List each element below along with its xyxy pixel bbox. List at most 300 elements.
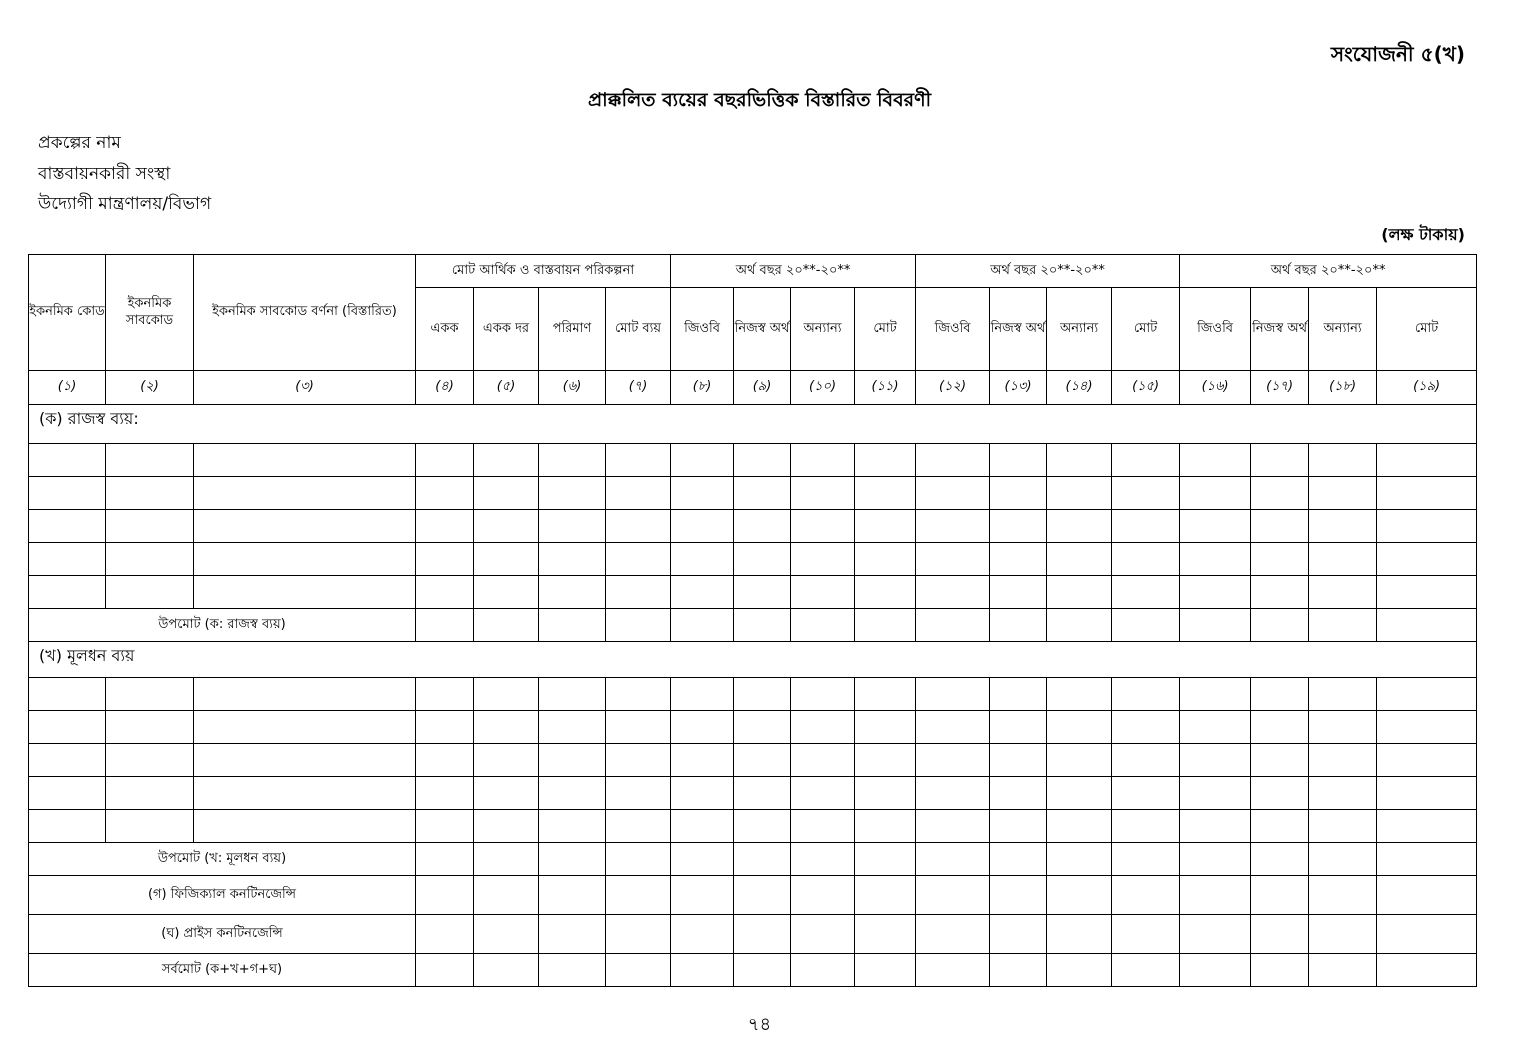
table-cell[interactable] — [1377, 915, 1477, 954]
table-cell[interactable] — [1112, 876, 1180, 915]
table-cell[interactable] — [855, 954, 916, 987]
table-cell[interactable] — [1047, 810, 1112, 843]
table-cell[interactable] — [194, 777, 416, 810]
table-cell[interactable] — [990, 954, 1047, 987]
table-cell[interactable] — [416, 954, 474, 987]
table-cell[interactable] — [474, 843, 539, 876]
table-cell[interactable] — [734, 543, 791, 576]
table-cell[interactable] — [606, 954, 671, 987]
table-cell[interactable] — [606, 576, 671, 609]
table-cell[interactable] — [1047, 678, 1112, 711]
table-cell[interactable] — [734, 444, 791, 477]
header-plan-sub: পরিমাণ — [539, 288, 606, 371]
table-cell[interactable] — [1047, 711, 1112, 744]
table-cell[interactable] — [29, 477, 106, 510]
table-cell[interactable] — [990, 678, 1047, 711]
table-cell[interactable] — [1047, 510, 1112, 543]
table-cell[interactable] — [734, 744, 791, 777]
table-cell[interactable] — [29, 510, 106, 543]
table-cell[interactable] — [1377, 711, 1477, 744]
table-cell[interactable] — [539, 543, 606, 576]
table-cell[interactable] — [1377, 444, 1477, 477]
table-cell[interactable] — [916, 609, 990, 642]
column-number: (৭) — [606, 371, 671, 405]
table-cell[interactable] — [1251, 777, 1309, 810]
table-cell[interactable] — [1309, 954, 1377, 987]
table-cell[interactable] — [1377, 876, 1477, 915]
table-cell[interactable] — [1047, 876, 1112, 915]
table-cell[interactable] — [990, 543, 1047, 576]
table-cell[interactable] — [474, 510, 539, 543]
table-cell[interactable] — [791, 777, 855, 810]
table-cell[interactable] — [916, 915, 990, 954]
table-cell[interactable] — [1309, 843, 1377, 876]
table-cell[interactable] — [606, 915, 671, 954]
table-cell[interactable] — [1377, 576, 1477, 609]
table-cell[interactable] — [539, 576, 606, 609]
table-cell[interactable] — [416, 777, 474, 810]
table-cell[interactable] — [106, 777, 194, 810]
table-cell[interactable] — [194, 444, 416, 477]
table-cell[interactable] — [106, 543, 194, 576]
table-cell[interactable] — [474, 810, 539, 843]
table-cell[interactable] — [606, 711, 671, 744]
header-year-sub: মোট — [1377, 288, 1477, 371]
table-cell[interactable] — [734, 810, 791, 843]
table-cell[interactable] — [855, 477, 916, 510]
table-cell[interactable] — [1112, 711, 1180, 744]
summary-row — [29, 954, 1477, 987]
summary-label: সর্বমোট (ক+খ+গ+ঘ) — [29, 954, 416, 987]
table-cell[interactable] — [416, 876, 474, 915]
table-cell[interactable] — [1180, 954, 1251, 987]
table-cell[interactable] — [1377, 477, 1477, 510]
table-cell[interactable] — [855, 777, 916, 810]
table-cell[interactable] — [671, 543, 734, 576]
table-cell[interactable] — [106, 510, 194, 543]
table-cell[interactable] — [474, 576, 539, 609]
table-cell[interactable] — [791, 678, 855, 711]
table-cell[interactable] — [791, 744, 855, 777]
table-row — [29, 510, 1477, 543]
table-cell[interactable] — [791, 915, 855, 954]
table-cell[interactable] — [1309, 810, 1377, 843]
table-cell[interactable] — [1180, 510, 1251, 543]
table-cell[interactable] — [29, 678, 106, 711]
table-cell[interactable] — [1047, 543, 1112, 576]
table-cell[interactable] — [671, 609, 734, 642]
table-cell[interactable] — [1047, 576, 1112, 609]
table-cell[interactable] — [1377, 744, 1477, 777]
table-cell[interactable] — [606, 678, 671, 711]
table-cell[interactable] — [990, 510, 1047, 543]
table-cell[interactable] — [1377, 843, 1477, 876]
table-cell[interactable] — [916, 543, 990, 576]
table-cell[interactable] — [416, 510, 474, 543]
table-cell[interactable] — [539, 678, 606, 711]
table-cell[interactable] — [734, 609, 791, 642]
table-cell[interactable] — [1180, 609, 1251, 642]
table-cell[interactable] — [1251, 915, 1309, 954]
table-cell[interactable] — [1180, 576, 1251, 609]
table-cell[interactable] — [671, 843, 734, 876]
table-cell[interactable] — [1251, 576, 1309, 609]
table-cell[interactable] — [1309, 711, 1377, 744]
table-cell[interactable] — [734, 777, 791, 810]
table-cell[interactable] — [1251, 711, 1309, 744]
table-cell[interactable] — [1309, 576, 1377, 609]
table-cell[interactable] — [1377, 609, 1477, 642]
table-cell[interactable] — [606, 744, 671, 777]
table-cell[interactable] — [606, 444, 671, 477]
section-row — [29, 405, 1477, 444]
table-cell[interactable] — [1377, 678, 1477, 711]
table-cell[interactable] — [194, 510, 416, 543]
table-cell[interactable] — [990, 576, 1047, 609]
table-cell[interactable] — [1309, 678, 1377, 711]
table-cell[interactable] — [1047, 777, 1112, 810]
table-cell[interactable] — [990, 477, 1047, 510]
table-cell[interactable] — [1377, 954, 1477, 987]
table-cell[interactable] — [990, 744, 1047, 777]
table-cell[interactable] — [106, 444, 194, 477]
table-row — [29, 777, 1477, 810]
table-cell[interactable] — [1309, 609, 1377, 642]
column-number: (১১) — [855, 371, 916, 405]
table-cell[interactable] — [1112, 843, 1180, 876]
table-cell[interactable] — [416, 477, 474, 510]
table-cell[interactable] — [474, 777, 539, 810]
table-cell[interactable] — [855, 609, 916, 642]
table-cell[interactable] — [1112, 444, 1180, 477]
column-number: (১৪) — [1047, 371, 1112, 405]
table-cell[interactable] — [474, 876, 539, 915]
table-cell[interactable] — [194, 711, 416, 744]
table-cell[interactable] — [539, 777, 606, 810]
table-cell[interactable] — [474, 744, 539, 777]
table-cell[interactable] — [539, 915, 606, 954]
header-year-sub: নিজস্ব অর্থ — [990, 288, 1047, 371]
table-cell[interactable] — [29, 711, 106, 744]
header-year-sub: নিজস্ব অর্থ — [1251, 288, 1309, 371]
table-cell[interactable] — [855, 510, 916, 543]
table-cell[interactable] — [916, 810, 990, 843]
table-cell[interactable] — [106, 576, 194, 609]
table-cell[interactable] — [29, 576, 106, 609]
table-cell[interactable] — [855, 543, 916, 576]
table-cell[interactable] — [734, 954, 791, 987]
table-cell[interactable] — [916, 954, 990, 987]
table-cell[interactable] — [1112, 477, 1180, 510]
table-cell[interactable] — [855, 915, 916, 954]
table-cell[interactable] — [1377, 510, 1477, 543]
table-cell[interactable] — [734, 678, 791, 711]
table-cell[interactable] — [1309, 543, 1377, 576]
table-cell[interactable] — [416, 609, 474, 642]
table-cell[interactable] — [1309, 915, 1377, 954]
table-cell[interactable] — [734, 576, 791, 609]
table-cell[interactable] — [539, 609, 606, 642]
header-fiscal-year-3: অর্থ বছর ২০**-২০** — [1180, 255, 1477, 288]
table-cell[interactable] — [106, 810, 194, 843]
table-cell[interactable] — [1180, 477, 1251, 510]
table-cell[interactable] — [734, 843, 791, 876]
table-cell[interactable] — [416, 744, 474, 777]
section-title: (ক) রাজস্ব ব্যয়: — [29, 405, 1477, 444]
table-cell[interactable] — [539, 954, 606, 987]
table-cell[interactable] — [855, 444, 916, 477]
table-cell[interactable] — [916, 744, 990, 777]
table-cell[interactable] — [1112, 543, 1180, 576]
project-name-label: প্রকল্পের নাম — [38, 133, 121, 153]
table-cell[interactable] — [990, 609, 1047, 642]
table-cell[interactable] — [416, 444, 474, 477]
table-cell[interactable] — [474, 543, 539, 576]
table-cell[interactable] — [791, 576, 855, 609]
table-cell[interactable] — [1377, 543, 1477, 576]
table-cell[interactable] — [1180, 915, 1251, 954]
table-cell[interactable] — [474, 444, 539, 477]
table-cell[interactable] — [1309, 510, 1377, 543]
table-cell[interactable] — [1047, 477, 1112, 510]
table-cell[interactable] — [194, 678, 416, 711]
table-cell[interactable] — [1112, 576, 1180, 609]
table-cell[interactable] — [916, 576, 990, 609]
table-cell[interactable] — [1251, 543, 1309, 576]
table-cell[interactable] — [916, 510, 990, 543]
table-cell[interactable] — [791, 810, 855, 843]
table-cell[interactable] — [606, 510, 671, 543]
table-cell[interactable] — [1309, 477, 1377, 510]
table-cell[interactable] — [671, 954, 734, 987]
column-number: (৩) — [194, 371, 416, 405]
table-cell[interactable] — [671, 744, 734, 777]
table-cell[interactable] — [29, 777, 106, 810]
table-cell[interactable] — [1251, 678, 1309, 711]
table-cell[interactable] — [1112, 678, 1180, 711]
table-cell[interactable] — [1251, 954, 1309, 987]
table-cell[interactable] — [1112, 744, 1180, 777]
table-cell[interactable] — [606, 810, 671, 843]
table-cell[interactable] — [1180, 810, 1251, 843]
table-cell[interactable] — [671, 444, 734, 477]
table-cell[interactable] — [671, 576, 734, 609]
table-cell[interactable] — [1251, 510, 1309, 543]
table-cell[interactable] — [734, 510, 791, 543]
column-number: (১৯) — [1377, 371, 1477, 405]
header-year-sub: জিওবি — [671, 288, 734, 371]
table-cell[interactable] — [734, 711, 791, 744]
table-cell[interactable] — [416, 810, 474, 843]
table-cell[interactable] — [855, 876, 916, 915]
table-cell[interactable] — [671, 678, 734, 711]
header-total-plan: মোট আর্থিক ও বাস্তবায়ন পরিকল্পনা — [416, 255, 671, 288]
table-cell[interactable] — [1251, 444, 1309, 477]
table-cell[interactable] — [1251, 876, 1309, 915]
table-cell[interactable] — [1251, 477, 1309, 510]
table-cell[interactable] — [1112, 777, 1180, 810]
table-cell[interactable] — [791, 843, 855, 876]
table-cell[interactable] — [791, 444, 855, 477]
table-cell[interactable] — [1309, 777, 1377, 810]
table-cell[interactable] — [855, 843, 916, 876]
table-cell[interactable] — [671, 777, 734, 810]
table-cell[interactable] — [1180, 843, 1251, 876]
table-cell[interactable] — [916, 843, 990, 876]
table-cell[interactable] — [1047, 915, 1112, 954]
table-cell[interactable] — [791, 876, 855, 915]
table-cell[interactable] — [916, 777, 990, 810]
table-cell[interactable] — [791, 510, 855, 543]
table-cell[interactable] — [474, 609, 539, 642]
table-cell[interactable] — [1251, 843, 1309, 876]
table-cell[interactable] — [916, 711, 990, 744]
table-cell[interactable] — [539, 810, 606, 843]
table-cell[interactable] — [606, 543, 671, 576]
header-subcode-description: ইকনমিক সাবকোড বর্ণনা (বিস্তারিত) — [194, 255, 416, 371]
table-cell[interactable] — [791, 609, 855, 642]
table-cell[interactable] — [416, 543, 474, 576]
table-cell[interactable] — [1309, 444, 1377, 477]
table-cell[interactable] — [539, 711, 606, 744]
table-cell[interactable] — [1047, 444, 1112, 477]
table-cell[interactable] — [1112, 609, 1180, 642]
table-cell[interactable] — [474, 954, 539, 987]
table-cell[interactable] — [1377, 810, 1477, 843]
table-cell[interactable] — [1309, 876, 1377, 915]
table-cell[interactable] — [194, 810, 416, 843]
table-cell[interactable] — [855, 744, 916, 777]
table-cell[interactable] — [855, 576, 916, 609]
table-cell[interactable] — [734, 876, 791, 915]
table-cell[interactable] — [671, 876, 734, 915]
table-cell[interactable] — [990, 843, 1047, 876]
table-cell[interactable] — [990, 777, 1047, 810]
column-number: (১৮) — [1309, 371, 1377, 405]
table-cell[interactable] — [106, 477, 194, 510]
table-cell[interactable] — [474, 711, 539, 744]
table-cell[interactable] — [1309, 744, 1377, 777]
table-cell[interactable] — [539, 843, 606, 876]
table-cell[interactable] — [606, 777, 671, 810]
header-fiscal-year-2: অর্থ বছর ২০**-২০** — [916, 255, 1180, 288]
table-cell[interactable] — [734, 477, 791, 510]
annex-label: সংযোজনী ৫(খ) — [1330, 42, 1465, 66]
table-cell[interactable] — [1047, 609, 1112, 642]
table-cell[interactable] — [29, 543, 106, 576]
table-cell[interactable] — [990, 876, 1047, 915]
table-cell[interactable] — [1180, 711, 1251, 744]
table-cell[interactable] — [671, 510, 734, 543]
table-cell[interactable] — [916, 477, 990, 510]
table-cell[interactable] — [671, 810, 734, 843]
table-cell[interactable] — [855, 711, 916, 744]
summary-row — [29, 609, 1477, 642]
table-cell[interactable] — [194, 576, 416, 609]
table-cell[interactable] — [416, 915, 474, 954]
table-cell[interactable] — [416, 678, 474, 711]
table-cell[interactable] — [1112, 915, 1180, 954]
table-cell[interactable] — [29, 810, 106, 843]
table-cell[interactable] — [106, 744, 194, 777]
table-cell[interactable] — [606, 843, 671, 876]
table-cell[interactable] — [855, 678, 916, 711]
table-cell[interactable] — [539, 744, 606, 777]
table-cell[interactable] — [539, 477, 606, 510]
table-cell[interactable] — [539, 876, 606, 915]
table-cell[interactable] — [1112, 954, 1180, 987]
table-cell[interactable] — [539, 444, 606, 477]
table-cell[interactable] — [1180, 744, 1251, 777]
column-number: (৯) — [734, 371, 791, 405]
table-cell[interactable] — [990, 915, 1047, 954]
column-number: (১০) — [791, 371, 855, 405]
column-number: (১) — [29, 371, 106, 405]
table-cell[interactable] — [416, 843, 474, 876]
table-cell[interactable] — [106, 711, 194, 744]
table-cell[interactable] — [1112, 810, 1180, 843]
table-cell[interactable] — [1180, 444, 1251, 477]
table-cell[interactable] — [194, 477, 416, 510]
table-cell[interactable] — [734, 915, 791, 954]
table-cell[interactable] — [29, 744, 106, 777]
table-cell[interactable] — [1047, 954, 1112, 987]
table-cell[interactable] — [606, 876, 671, 915]
table-cell[interactable] — [416, 711, 474, 744]
table-cell[interactable] — [791, 477, 855, 510]
table-cell[interactable] — [916, 678, 990, 711]
table-cell[interactable] — [474, 678, 539, 711]
table-cell[interactable] — [416, 576, 474, 609]
table-cell[interactable] — [194, 543, 416, 576]
table-cell[interactable] — [671, 477, 734, 510]
table-cell[interactable] — [539, 510, 606, 543]
table-row — [29, 744, 1477, 777]
table-cell[interactable] — [1047, 843, 1112, 876]
table-cell[interactable] — [990, 711, 1047, 744]
table-cell[interactable] — [29, 444, 106, 477]
table-cell[interactable] — [916, 444, 990, 477]
table-cell[interactable] — [791, 543, 855, 576]
table-cell[interactable] — [1251, 744, 1309, 777]
table-cell[interactable] — [1112, 510, 1180, 543]
table-cell[interactable] — [916, 876, 990, 915]
table-cell[interactable] — [791, 711, 855, 744]
table-cell[interactable] — [671, 915, 734, 954]
table-cell[interactable] — [1251, 810, 1309, 843]
table-cell[interactable] — [990, 444, 1047, 477]
table-cell[interactable] — [106, 678, 194, 711]
table-cell[interactable] — [606, 477, 671, 510]
column-number: (১৭) — [1251, 371, 1309, 405]
table-cell[interactable] — [606, 609, 671, 642]
table-cell[interactable] — [1251, 609, 1309, 642]
table-cell[interactable] — [791, 954, 855, 987]
table-cell[interactable] — [855, 810, 916, 843]
column-number: (২) — [106, 371, 194, 405]
table-cell[interactable] — [474, 477, 539, 510]
table-cell[interactable] — [1180, 678, 1251, 711]
table-cell[interactable] — [1377, 777, 1477, 810]
table-cell[interactable] — [990, 810, 1047, 843]
table-cell[interactable] — [1180, 543, 1251, 576]
table-cell[interactable] — [1180, 876, 1251, 915]
table-cell[interactable] — [194, 744, 416, 777]
table-cell[interactable] — [1047, 744, 1112, 777]
table-cell[interactable] — [1180, 777, 1251, 810]
table-cell[interactable] — [474, 915, 539, 954]
table-cell[interactable] — [671, 711, 734, 744]
